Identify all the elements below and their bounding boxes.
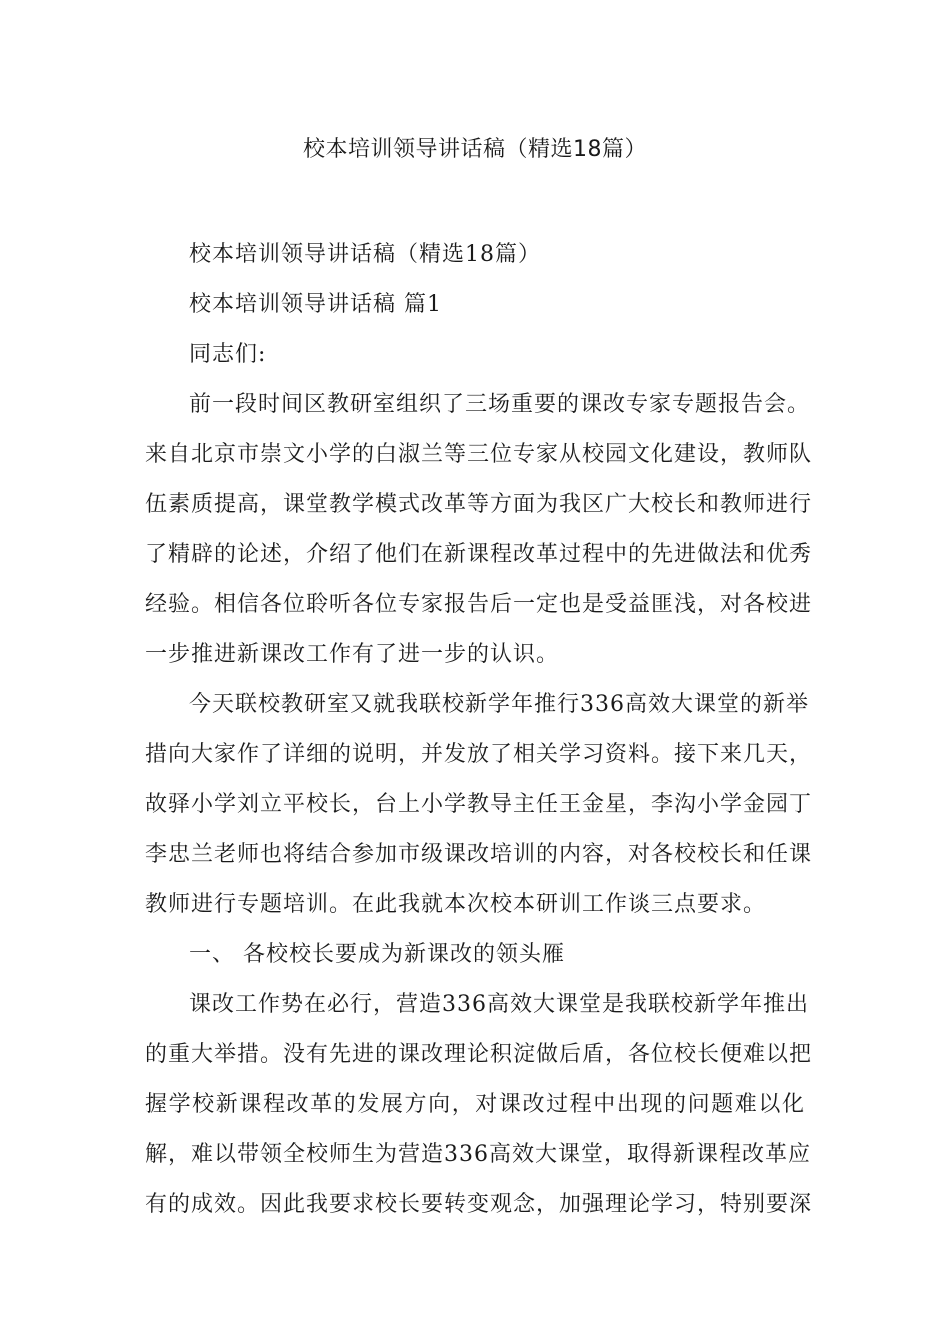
- paragraph-line: 有的成效。因此我要求校长要转变观念，加强理论学习，特别要深: [145, 1192, 813, 1217]
- paragraph-line: 今天联校教研室又就我联校新学年推行336高效大课堂的新举: [189, 692, 809, 717]
- paragraph-line: 一步推进新课改工作有了进一步的认识。: [145, 642, 560, 667]
- paragraph-line: 课改工作势在必行，营造336高效大课堂是我联校新学年推出: [189, 992, 809, 1017]
- document-title: 校本培训领导讲话稿（精选18篇）: [303, 137, 647, 162]
- section-heading: 校本培训领导讲话稿 篇1: [189, 292, 442, 317]
- paragraph-line: 措向大家作了详细的说明，并发放了相关学习资料。接下来几天，: [145, 742, 813, 767]
- paragraph-line: 李忠兰老师也将结合参加市级课改培训的内容，对各校校长和任课: [145, 842, 813, 867]
- subtitle-line: 校本培训领导讲话稿（精选18篇）: [189, 242, 541, 267]
- paragraph-line: 经验。相信各位聆听各位专家报告后一定也是受益匪浅，对各校进: [145, 592, 813, 617]
- paragraph-line: 故驿小学刘立平校长，台上小学教导主任王金星，李沟小学金园丁: [145, 792, 813, 817]
- paragraph-line: 的重大举措。没有先进的课改理论积淀做后盾，各位校长便难以把: [145, 1042, 813, 1067]
- paragraph-line: 来自北京市崇文小学的白淑兰等三位专家从校园文化建设，教师队: [145, 442, 813, 467]
- paragraph-1: [145, 380, 813, 680]
- paragraph-line: 了精辟的论述，介绍了他们在新课程改革过程中的先进做法和优秀: [145, 542, 813, 567]
- paragraph-2: [145, 680, 813, 930]
- paragraph-line: 前一段时间区教研室组织了三场重要的课改专家专题报告会。: [189, 392, 811, 417]
- paragraph-3: [145, 980, 813, 1230]
- paragraph-line: 教师进行专题培训。在此我就本次校本研训工作谈三点要求。: [145, 892, 767, 917]
- salutation: 同志们:: [189, 342, 267, 367]
- document-body: [145, 230, 813, 1230]
- paragraph-line: 解，难以带领全校师生为营造336高效大课堂，取得新课程改革应: [145, 1142, 811, 1167]
- paragraph-line: 伍素质提高，课堂教学模式改革等方面为我区广大校长和教师进行: [145, 492, 813, 517]
- point-1-heading: 一、 各校校长要成为新课改的领头雁: [189, 942, 565, 967]
- paragraph-line: 握学校新课程改革的发展方向，对课改过程中出现的问题难以化: [145, 1092, 805, 1117]
